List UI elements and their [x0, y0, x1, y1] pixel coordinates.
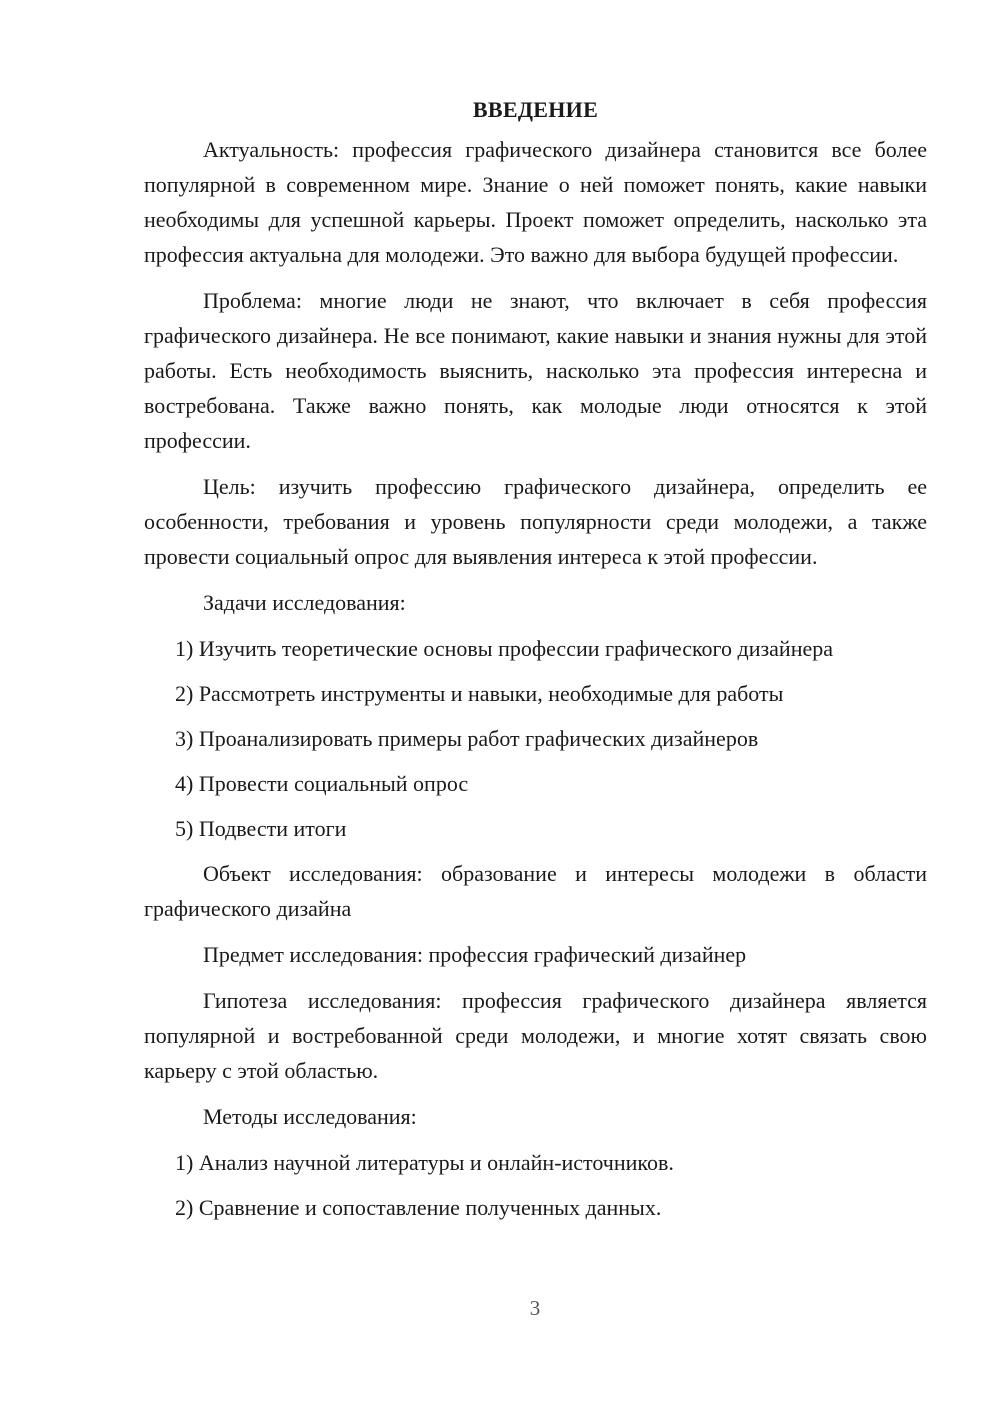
problem-paragraph: Проблема: многие люди не знают, что включает в себя профессия графического дизайнера. Не все понимают, какие навыки и знания нужны для этой работы. Есть необходимость выяснить, насколько эта профессия интересна и востребована. Также важно понять, как молодые люди относятся к этой профессии.	[144, 288, 927, 453]
list-item: 4) Провести социальный опрос	[175, 771, 469, 796]
page-title: ВВЕДЕНИЕ	[472, 97, 599, 122]
goal-paragraph: Цель: изучить профессию графического дизайнера, определить ее особенности, требования и уровень популярности среди молодежи, а также провести социальный опрос для выявления интереса к этой профессии.	[144, 474, 927, 569]
document-page	[144, 92, 927, 1235]
list-item: 1) Изучить теоретические основы профессии графического дизайнера	[175, 636, 834, 661]
methods-list	[144, 1145, 927, 1225]
tasks-heading: Задачи исследования:	[203, 590, 406, 615]
relevance-paragraph: Актуальность: профессия графического дизайнера становится все более популярной в современном мире. Знание о ней поможет понять, какие навыки необходимы для успешной карьеры. Проект поможет определить, насколько эта профессия актуальна для молодежи. Это важно для выбора будущей профессии.	[144, 137, 927, 267]
tasks-list	[144, 631, 927, 846]
list-item: 2) Сравнение и сопоставление полученных данных.	[175, 1195, 662, 1220]
object-paragraph: Объект исследования: образование и интересы молодежи в области графического дизайна	[144, 861, 927, 921]
list-item: 2) Рассмотреть инструменты и навыки, необходимые для работы	[175, 681, 784, 706]
page-number: 3	[529, 1296, 541, 1320]
list-item: 3) Проанализировать примеры работ графических дизайнеров	[175, 726, 759, 751]
hypothesis-paragraph: Гипотеза исследования: профессия графического дизайнера является популярной и востребованной среди молодежи, и многие хотят связать свою карьеру с этой областью.	[144, 988, 927, 1083]
methods-heading: Методы исследования:	[203, 1104, 417, 1129]
list-item: 5) Подвести итоги	[175, 816, 347, 841]
list-item: 1) Анализ научной литературы и онлайн-источников.	[175, 1150, 674, 1175]
subject-paragraph: Предмет исследования: профессия графический дизайнер	[203, 942, 747, 967]
